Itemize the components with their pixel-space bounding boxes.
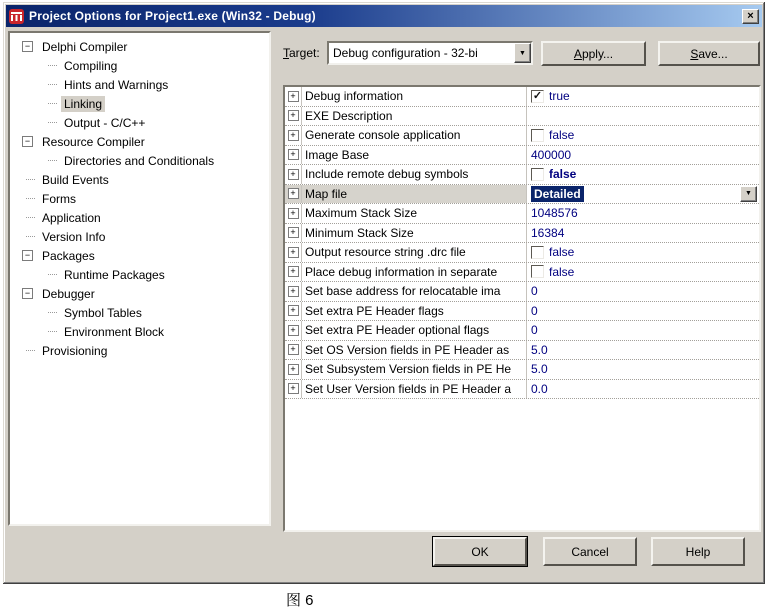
property-value[interactable]	[527, 107, 759, 126]
selected-value: Detailed	[531, 186, 584, 202]
property-value[interactable]: 5.0	[531, 362, 548, 377]
property-value[interactable]: 400000	[531, 147, 572, 162]
row-maximum-stack-size[interactable]	[285, 204, 759, 224]
property-value[interactable]: false	[527, 165, 759, 184]
row-set-subsystem-version-fields[interactable]	[285, 360, 759, 380]
expand-plus-icon[interactable]: +	[288, 130, 299, 141]
options-tree[interactable]	[8, 31, 271, 526]
collapse-minus-icon[interactable]: −	[22, 41, 33, 52]
expand-plus-icon[interactable]: +	[288, 188, 299, 199]
tree-connector	[26, 198, 35, 199]
row-set-os-version-fields[interactable]	[285, 341, 759, 361]
property-label: Set base address for relocatable ima	[302, 282, 527, 301]
property-label: Map file	[302, 185, 527, 204]
row-map-file[interactable]	[285, 185, 759, 205]
expand-plus-icon[interactable]: +	[288, 325, 299, 336]
tree-connector	[48, 274, 57, 275]
row-output-resource-string-drc-file[interactable]	[285, 243, 759, 263]
property-value[interactable]: 0	[531, 323, 538, 338]
save-button[interactable]: Save...	[658, 41, 760, 66]
close-icon[interactable]: ×	[742, 9, 759, 24]
tree-item-linking[interactable]: Linking	[10, 94, 269, 113]
expand-plus-icon[interactable]: +	[288, 169, 299, 180]
title-bar[interactable]	[6, 5, 762, 27]
property-value[interactable]: 5.0	[531, 342, 548, 357]
row-place-debug-information-in-separate[interactable]	[285, 263, 759, 283]
figure-caption: 图 6	[286, 592, 314, 609]
checkbox-unchecked[interactable]	[531, 129, 544, 142]
property-label: Set User Version fields in PE Header a	[302, 380, 527, 399]
app-icon	[9, 9, 24, 24]
tree-connector	[48, 160, 57, 161]
row-debug-information[interactable]	[285, 87, 759, 107]
tree-item-resource-compiler[interactable]: − Resource Compiler	[10, 132, 269, 151]
tree-item-application[interactable]: Application	[10, 208, 269, 227]
expand-plus-icon[interactable]: +	[288, 227, 299, 238]
property-label: Include remote debug symbols	[302, 165, 527, 184]
checkbox-unchecked[interactable]	[531, 265, 544, 278]
tree-item-symbol-tables[interactable]: Symbol Tables	[10, 303, 269, 322]
property-label: Generate console application	[302, 126, 527, 145]
tree-item-provisioning[interactable]: Provisioning	[10, 341, 269, 360]
property-label: Image Base	[302, 146, 527, 165]
expand-plus-icon[interactable]: +	[288, 383, 299, 394]
expand-plus-icon[interactable]: +	[288, 91, 299, 102]
tree-item-environment-block[interactable]: Environment Block	[10, 322, 269, 341]
tree-connector	[48, 331, 57, 332]
row-image-base[interactable]	[285, 146, 759, 166]
expand-plus-icon[interactable]: +	[288, 247, 299, 258]
tree-connector	[48, 122, 57, 123]
property-label: Debug information	[302, 87, 527, 106]
tree-item-packages[interactable]: − Packages	[10, 246, 269, 265]
checkbox-checked[interactable]: ✓	[532, 89, 543, 102]
expand-plus-icon[interactable]: +	[288, 266, 299, 277]
chevron-down-icon[interactable]: ▼	[514, 43, 531, 63]
tree-item-directories-and-conditionals[interactable]: Directories and Conditionals	[10, 151, 269, 170]
collapse-minus-icon[interactable]: −	[22, 136, 33, 147]
expand-plus-icon[interactable]: +	[288, 364, 299, 375]
target-combobox-value: Debug configuration - 32-bi	[333, 46, 478, 60]
tree-connector	[26, 236, 35, 237]
checkbox-unchecked[interactable]	[531, 168, 544, 181]
property-value[interactable]: 0.0	[531, 381, 548, 396]
target-combobox[interactable]	[327, 41, 533, 65]
expand-plus-icon[interactable]: +	[288, 305, 299, 316]
property-value[interactable]: false	[527, 263, 759, 282]
row-exe-description[interactable]	[285, 107, 759, 127]
tree-item-runtime-packages[interactable]: Runtime Packages	[10, 265, 269, 284]
row-set-extra-pe-header-flags[interactable]	[285, 302, 759, 322]
tree-item-version-info[interactable]: Version Info	[10, 227, 269, 246]
property-label: Set OS Version fields in PE Header as	[302, 341, 527, 360]
tree-connector	[48, 65, 57, 66]
property-label: Maximum Stack Size	[302, 204, 527, 223]
checkbox-unchecked[interactable]	[531, 246, 544, 259]
expand-plus-icon[interactable]: +	[288, 208, 299, 219]
tree-item-hints-and-warnings[interactable]: Hints and Warnings	[10, 75, 269, 94]
row-set-base-address-for-relocatable-image[interactable]	[285, 282, 759, 302]
cancel-button[interactable]: Cancel	[543, 537, 637, 566]
property-label: Minimum Stack Size	[302, 224, 527, 243]
property-label: Set extra PE Header flags	[302, 302, 527, 321]
collapse-minus-icon[interactable]: −	[22, 288, 33, 299]
expand-plus-icon[interactable]: +	[288, 344, 299, 355]
chevron-down-icon[interactable]: ▼	[740, 186, 757, 203]
tree-item-compiling[interactable]: Compiling	[10, 56, 269, 75]
tree-item-delphi-compiler[interactable]: − Delphi Compiler	[10, 37, 269, 56]
window-title: Project Options for Project1.exe (Win32 - Debug)	[29, 9, 316, 23]
target-label: Target:	[283, 46, 320, 60]
tree-connector	[26, 217, 35, 218]
apply-button[interactable]: Apply...	[541, 41, 646, 66]
row-set-user-version-fields[interactable]	[285, 380, 759, 400]
tree-connector	[48, 84, 57, 85]
property-value[interactable]: 0	[531, 303, 538, 318]
row-minimum-stack-size[interactable]	[285, 224, 759, 244]
property-label: EXE Description	[302, 107, 527, 126]
row-include-remote-debug-symbols[interactable]	[285, 165, 759, 185]
collapse-minus-icon[interactable]: −	[22, 250, 33, 261]
property-value[interactable]: ✓ true	[532, 89, 570, 104]
property-grid	[283, 85, 761, 532]
ok-button[interactable]: OK	[433, 537, 527, 566]
tree-item-build-events[interactable]: Build Events	[10, 170, 269, 189]
expand-plus-icon[interactable]: +	[288, 149, 299, 160]
property-value[interactable]: 16384	[531, 225, 565, 240]
property-label: Place debug information in separate	[302, 263, 527, 282]
row-set-extra-pe-header-optional-flags[interactable]	[285, 321, 759, 341]
property-value[interactable]: 1048576	[531, 206, 578, 221]
property-label: Set extra PE Header optional flags	[302, 321, 527, 340]
expand-plus-icon[interactable]: +	[288, 110, 299, 121]
tree-item-output-c-cpp[interactable]: Output - C/C++	[10, 113, 269, 132]
property-value[interactable]: false	[527, 243, 759, 262]
tree-item-debugger[interactable]: − Debugger	[10, 284, 269, 303]
property-value[interactable]: 0	[531, 284, 538, 299]
property-label: Output resource string .drc file	[302, 243, 527, 262]
property-label: Set Subsystem Version fields in PE He	[302, 360, 527, 379]
help-button[interactable]: Help	[651, 537, 745, 566]
row-generate-console-application[interactable]	[285, 126, 759, 146]
expand-plus-icon[interactable]: +	[288, 286, 299, 297]
tree-connector	[48, 312, 57, 313]
tree-connector	[26, 179, 35, 180]
property-value[interactable]: false	[527, 126, 759, 145]
project-options-dialog	[3, 2, 765, 584]
tree-connector	[48, 103, 57, 104]
tree-connector	[26, 350, 35, 351]
property-value[interactable]	[527, 185, 759, 204]
tree-item-forms[interactable]: Forms	[10, 189, 269, 208]
